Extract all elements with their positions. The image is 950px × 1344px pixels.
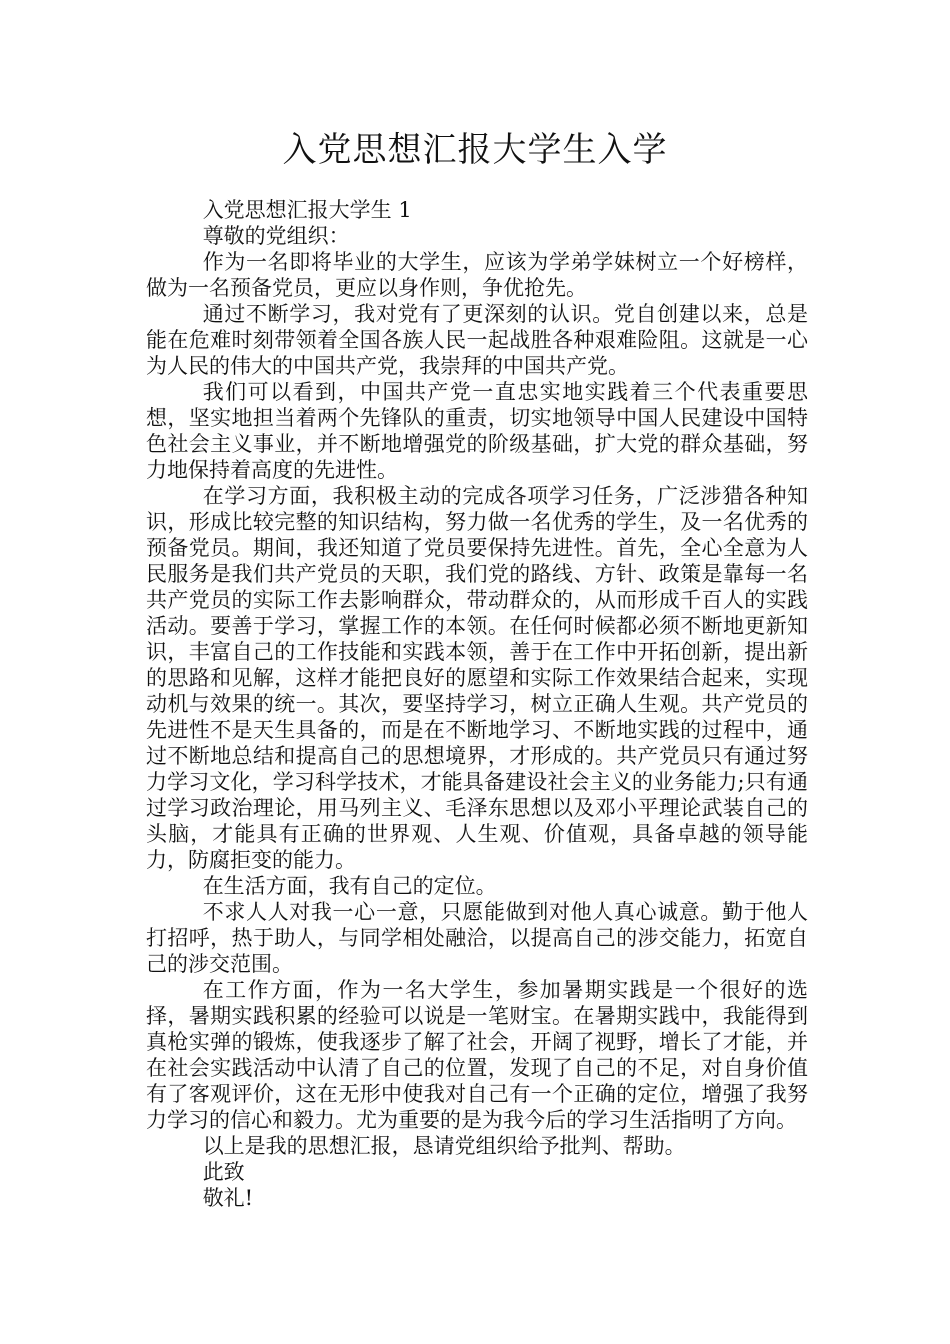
salutation: 尊敬的党组织： (202, 224, 350, 248)
paragraph-closing: 以上是我的思想汇报，恳请党组织给予批判、帮助。 (202, 1134, 686, 1158)
paragraph-study: 在学习方面，我积极主动的完成各项学习任务，广泛涉猎各种知识，形成比较完整的知识结构，努力做一名优秀的学生，及一名优秀的预备党员。期间，我还知道了党员要保持先进性。首先，全心全意为人民服务是我们共产党员的天职，我们党的路线、方针、政策是靠每一名共产党员的实际工作去影响群众，带动群众的，从而形成千百人的实践活动。要善于学习，掌握工作的本领。在任何时候都必须不断地更新知识，丰富自己的工作技能和实践本领，善于在工作中开拓创新，提出新的思路和见解，这样才能把良好的愿望和实际工作效果结合起来，实现动机与效果的统一。其次，要坚持学习，树立正确人生观。共产党员的先进性不是天生具备的，而是在不断地学习、不断地实践的过程中，通过不断地总结和提高自己的思想境界，才形成的。共产党员只有通过努力学习文化，学习科学技术，才能具备建设社会主义的业务能力;只有通过学习政治理论，用马列主义、毛泽东思想以及邓小平理论武装自己的头脑，才能具有正确的世界观、人生观、价值观，具备卓越的领导能力，防腐拒变的能力。 (146, 484, 808, 872)
paragraph-intro: 作为一名即将毕业的大学生，应该为学弟学妹树立一个好榜样，做为一名预备党员，更应以身作则，争优抢先。 (146, 250, 808, 300)
subtitle-line: 入党思想汇报大学生 1 (202, 198, 412, 222)
closing-jingli: 敬礼! (202, 1186, 254, 1210)
document-title: 入党思想汇报大学生入学 (282, 130, 668, 170)
paragraph-three-represents: 我们可以看到，中国共产党一直忠实地实践着三个代表重要思想，坚实地担当着两个先锋队的重责，切实地领导中国人民建设中国特色社会主义事业，并不断地增强党的阶级基础，扩大党的群众基础，努力地保持着高度的先进性。 (146, 380, 808, 482)
paragraph-life-heading: 在生活方面，我有自己的定位。 (202, 874, 497, 898)
paragraph-life: 不求人人对我一心一意，只愿能做到对他人真心诚意。勤于他人打招呼，热于助人，与同学相处融洽，以提高自己的涉交能力，拓宽自己的涉交范围。 (146, 900, 808, 976)
paragraph-work: 在工作方面，作为一名大学生，参加暑期实践是一个很好的选择，暑期实践积累的经验可以说是一笔财宝。在暑期实践中，我能得到真枪实弹的锻炼，使我逐步了解了社会，开阔了视野，增长了才能，并在社会实践活动中认清了自己的位置，发现了自己的不足，对自身价值有了客观评价，这在无形中使我对自己有一个正确的定位，增强了我努力学习的信心和毅力。尤为重要的是为我今后的学习生活指明了方向。 (146, 978, 808, 1132)
document-body (146, 197, 808, 1211)
closing-cizhi: 此致 (202, 1160, 245, 1184)
paragraph-understanding: 通过不断学习，我对党有了更深刻的认识。党自创建以来，总是能在危难时刻带领着全国各族人民一起战胜各种艰难险阻。这就是一心为人民的伟大的中国共产党，我崇拜的中国共产党。 (146, 302, 808, 378)
